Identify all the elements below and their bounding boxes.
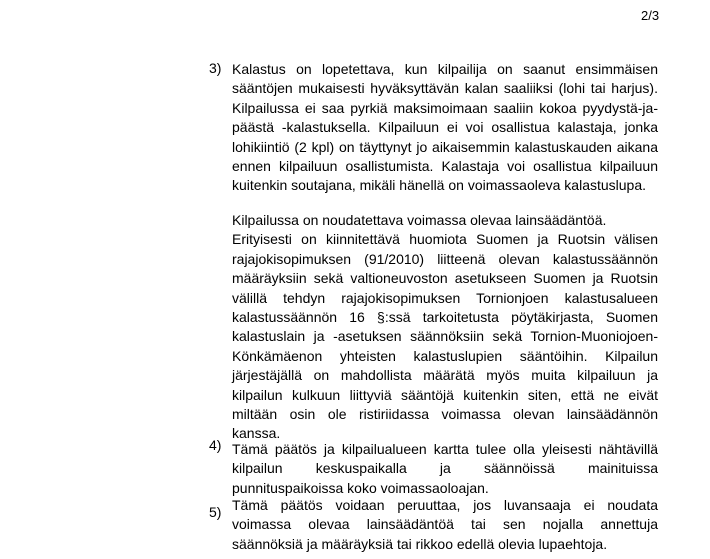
- text-line: Erityisesti on kiinnitettävä huomiota Suomen ja Ruotsin välisen: [232, 231, 658, 248]
- text-line: punnituspaikoissa koko voimassaoloajan.: [232, 479, 489, 496]
- text-line: kuitenkin soutajana, mikäli hänellä on voimassaoleva kalastuslupa.: [232, 177, 647, 194]
- text-line: järjestäjällä on mahdollista määrätä myös muita kilpailuun ja: [232, 367, 658, 384]
- text-line: päästä -kalastuksella. Kilpailuun ei voi osallistua kalastaja, jonka: [232, 119, 658, 136]
- text-line: Kilpailussa on noudatettava voimassa olevaa lainsäädäntöä.: [232, 212, 607, 228]
- text-line: sääntöjen mukaisesti hyväksyttävän kalan saaliiksi (lohi tai harjus).: [232, 80, 658, 97]
- text-line: Könkämäenon yhteisten kalastuslupien sääntöihin. Kilpailun: [232, 347, 658, 364]
- text-line: välillä tehdyn rajajokisopimuksen Tornionjoen kalastusalueen: [232, 289, 658, 306]
- page-number: 2/3: [641, 8, 660, 23]
- paragraph-item-5: [232, 496, 658, 554]
- text-line: säännöksiä ja määräyksiä tai rikkoo edellä olevia lupaehtoja.: [232, 535, 608, 552]
- text-line: Tämä päätös voidaan peruuttaa, jos luvansaaja ei noudata: [232, 497, 658, 513]
- text-line: Tämä päätös ja kilpailualueen kartta tulee olla yleisesti nähtävillä: [232, 441, 658, 457]
- text-line: kalastuslain ja -asetuksen säännöksiin sekä Tornion-Muoniojoen-: [232, 328, 658, 345]
- text-line: kilpailun keskuspaikalla ja säännöissä mainituissa: [232, 460, 658, 477]
- item-3-marker: 3): [209, 60, 222, 76]
- text-line: kilpailun kulkuun liittyviä sääntöjä kuitenkin siten, että ne eivät: [232, 386, 658, 403]
- text-line: Kilpailussa ei saa pyrkiä maksimoimaan saaliin kokoa pyydystä-ja-: [232, 99, 658, 116]
- text-line: kalastussäännön 16 §:ssä tarkoitetusta pöytäkirjasta, Suomen: [232, 309, 658, 326]
- text-line: lohikiintiö (2 kpl) on täyttynyt jo aikaisemmin kalastuskauden aikana: [232, 138, 658, 155]
- paragraph-legislation: [232, 211, 658, 444]
- text-line: voimassa olevaa lainsäädäntöä tai sen nojalla annettuja: [232, 516, 658, 533]
- item-5-marker: 5): [209, 504, 222, 520]
- text-line: miltään osin ole ristiriidassa voimassa olevan lainsäädännön: [232, 406, 658, 423]
- item-4-marker: 4): [209, 437, 222, 453]
- text-line: ennen kilpailuun osallistumista. Kalastaja voi osallistua kilpailuun: [232, 158, 658, 175]
- text-line: rajajokisopimuksen (91/2010) liitteenä olevan kalastussäännön: [232, 250, 658, 267]
- text-line: määräyksiin sekä valtioneuvoston asetukseen Suomen ja Ruotsin: [232, 270, 658, 287]
- text-line: Kalastus on lopetettava, kun kilpailija on saanut ensimmäisen: [232, 61, 658, 77]
- text-line: kanssa.: [232, 425, 281, 442]
- paragraph-item-4: [232, 440, 658, 498]
- paragraph-item-3: [232, 60, 658, 196]
